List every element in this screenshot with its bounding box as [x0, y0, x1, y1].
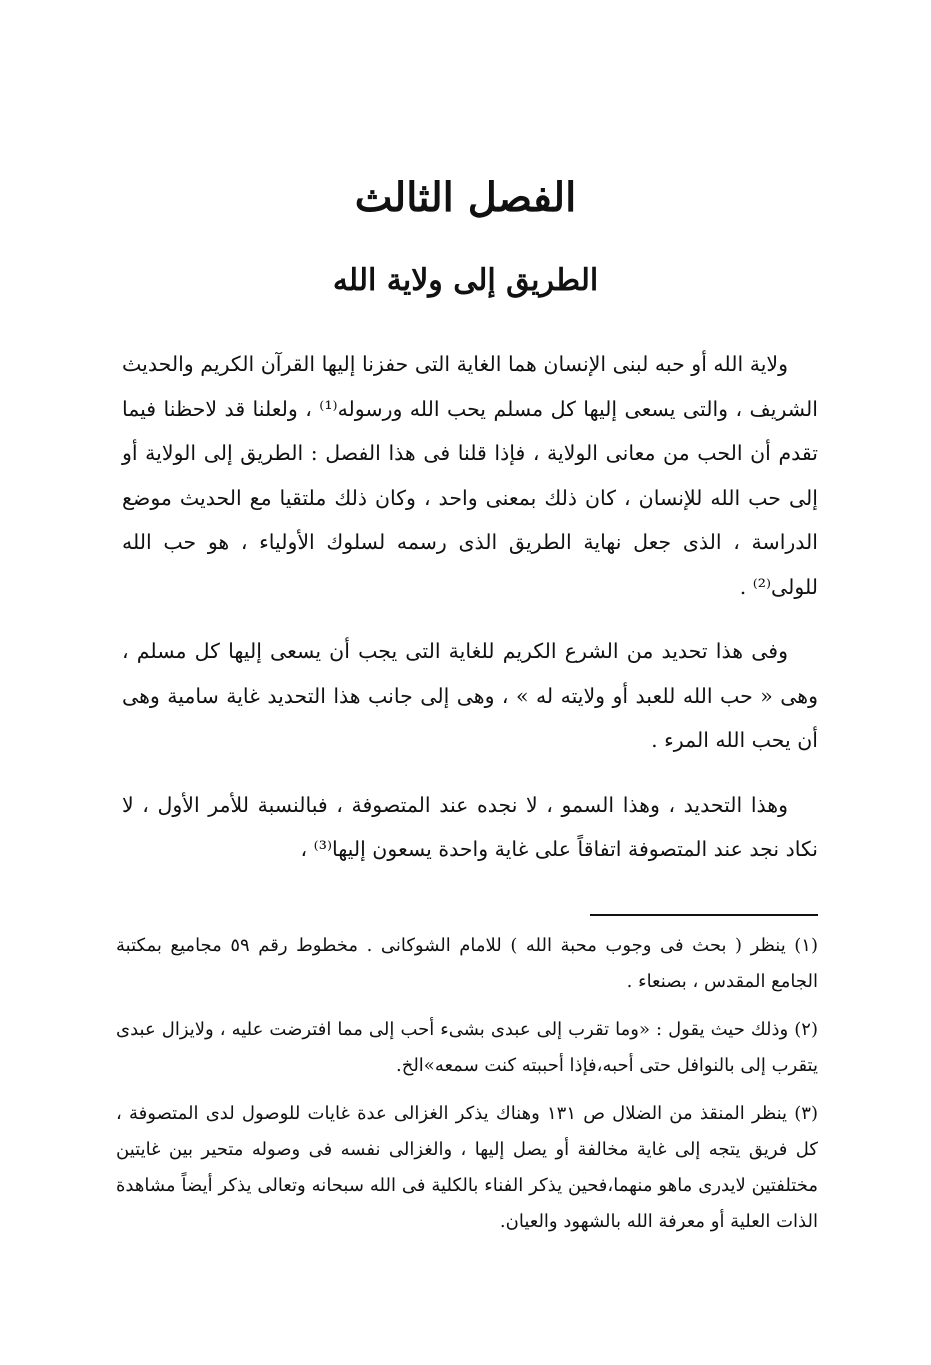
footnotes [116, 928, 818, 1240]
paragraph-2: وفى هذا تحديد من الشرع الكريم للغاية التى يجب أن يسعى إليها كل مسلم ، وهى « حب الله للعبد أو ولايته له » ، وهى إلى جانب هذا التحديد غاية سامية وهى أن يحب الله المرء . [122, 639, 818, 752]
paragraph-3: وهذا التحديد ، وهذا السمو ، لا نجده عند المتصوفة ، فبالنسبة للأمر الأول ، لا نكاد نجد عند المتصوفة اتفاقاً على غاية واحدة يسعون إليها⁽³⁾ ، [122, 792, 818, 861]
chapter-subtitle: الطريق إلى ولاية الله [332, 263, 599, 298]
body-text [122, 342, 818, 872]
paragraph-1: ولاية الله أو حبه لبنى الإنسان هما الغاية التى حفزنا إليها القرآن الكريم والحديث الشريف ، والتى يسعى إليها كل مسلم يحب الله ورسوله⁽¹⁾ ، ولعلنا قد لاحظنا فيما تقدم أن الحب من معانى الولاية ، فإذا قلنا فى هذا الفصل : الطريق إلى الولاية أو إلى حب الله للإنسان ، كان ذلك بمعنى واحد ، وكان ذلك ملتقيا مع الحديث موضع الدراسة ، الذى جعل نهاية الطريق الذى رسمه لسلوك الأولياء ، هو حب الله للولى⁽²⁾ . [122, 352, 818, 599]
footnote-3: (٣) ينظر المنقذ من الضلال ص ١٣١ وهناك يذكر الغزالى عدة غايات للوصول لدى المتصوفة ، كل فريق يتجه إلى غاية مخالفة أو يصل إليها ، والغزالى نفسه فى وصوله متحير بين غايتين مختلفتين لايدرى ماهو منهما،فحين يذكر الفناء بالكلية فى الله سبحانه وتعالى يذكر أيضاً مشاهدة الذات العلية أو معرفة الله بالشهود والعيان. [116, 1103, 818, 1232]
chapter-title: الفصل الثالث [354, 174, 577, 221]
footnote-divider [590, 914, 818, 916]
footnote-1: (١) ينظر ( بحث فى وجوب محبة الله ) للامام الشوكانى . مخطوط رقم ٥٩ مجاميع بمكتبة الجامع المقدس ، بصنعاء . [116, 935, 818, 992]
footnote-2: (٢) وذلك حيث يقول : «وما تقرب إلى عبدى بشىء أحب إلى مما افترضت عليه ، ولايزال عبدى يتقرب إلى بالنوافل حتى أحبه،فإذا أحببته كنت سمعه»الخ. [116, 1019, 818, 1076]
